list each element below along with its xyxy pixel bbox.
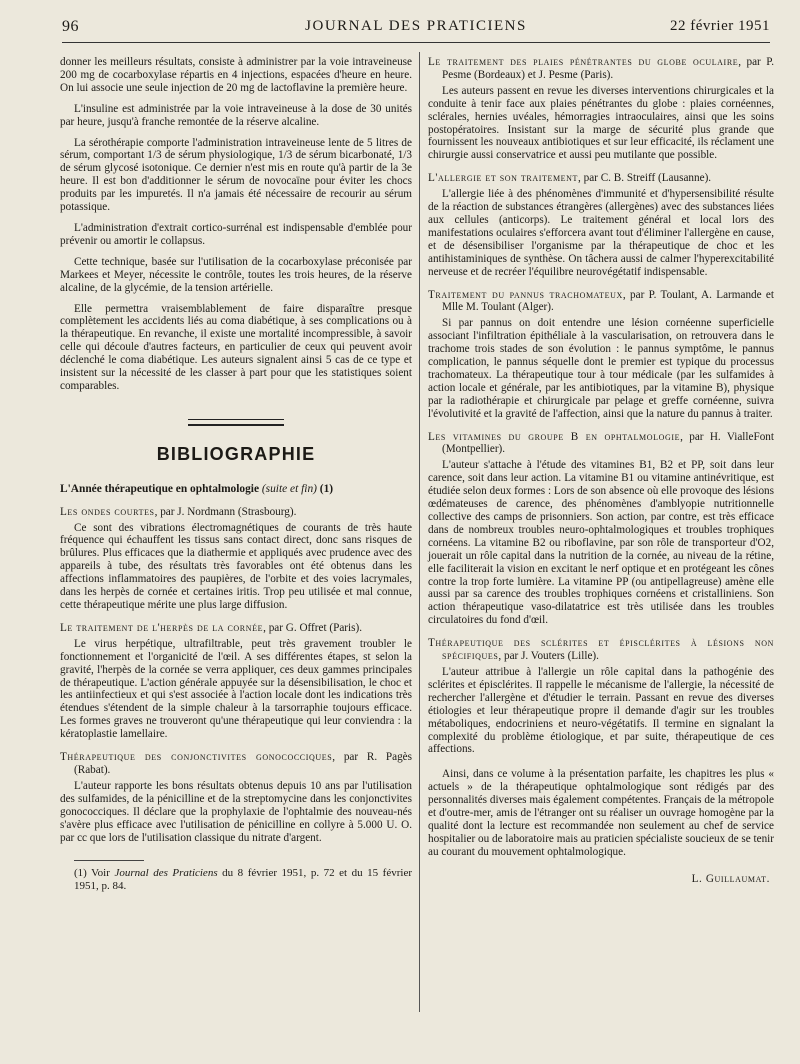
paragraph: L'auteur s'attache à l'étude des vitamines B1, B2 et PP, soit dans leur carence, soit dans leur action. La vitamine B1 ou vitamine antinévritique, est étudiée selon deux formes : Lors de son absence où elle provoque des lésions œdémateuses de carence, des phénomènes d'amblyopie nutritionnelle collective des camps de prisonniers. Son action, par contre, est très efficace dans de nombreux troubles neuro-ophtalmologiques et troubles trophiques cornéens. La vitamine B2 ou riboflavine, par son rôle de transporteur d'O2, jouerait un rôle capital dans la nutrition de la cornée, au niveau de la rétine, elle faciliterait la vision en excitant le nerf optique et en protégeant les cônes contre la trop forte lumière. La vitamine PP (ou antipellagreuse) amène elle aussi par sa carence des troubles trophiques cornéens et cristalliniens. Son action thérapeutique vaso-dilatatrice est très utilisée dans les troubles circulatoires du fond d'œil. bbox=[428, 459, 774, 627]
book-title-suffix: (suite et fin) bbox=[261, 482, 317, 495]
chapter-heading bbox=[428, 172, 774, 185]
chapter-author: , par J. Vouters (Lille). bbox=[498, 650, 599, 663]
paragraph: L'allergie liée à des phénomènes d'immunité et d'hypersensibilité résulte de la réaction de substances étrangères (allergènes) avec des substances liées aux cellules (anticorps). Le traitement général et local lors des manifestations oculaires s'efforcera avant tout d'éliminer l'allergène en cause, et de désensibiliser l'organisme par la thérapeutique de choc et les antihistaminiques de synthèse. On tâchera aussi de calmer l'hyperexcitabilité nerveuse et de recréer l'équilibre neurovégétatif indispensable. bbox=[428, 188, 774, 278]
paragraph: Cette technique, basée sur l'utilisation de la cocarboxylase préconisée par Markees et Meyer, nécessite le contrôle, toutes les trois heures, de la réserve alcaline, de la glycémie, de la tension artérielle. bbox=[60, 255, 412, 294]
section-separator bbox=[188, 419, 284, 426]
footnote-journal: Journal des Praticiens bbox=[114, 867, 218, 880]
review-signature: L. Guillaumat. bbox=[691, 872, 770, 885]
footnote bbox=[60, 867, 412, 893]
chapter-title: Le traitement des plaies pénétrantes du globe oculaire bbox=[428, 56, 739, 68]
chapter-author: , par G. Offret (Paris). bbox=[263, 621, 362, 634]
chapter-title: Traitement du pannus trachomateux bbox=[428, 288, 623, 301]
chapter-title: Le traitement de l'herpès de la cornée bbox=[60, 621, 264, 634]
chapter-heading bbox=[428, 431, 774, 457]
footnote-ref: (1) bbox=[319, 482, 334, 495]
paragraph: L'auteur rapporte les bons résultats obtenus depuis 10 ans par l'utilisation des sulfamides, de la pénicilline et de la streptomycine dans les conjonctivites gonococciques. Il déclare que la prophylaxie de l'ophtalmie des nouveau-nés s'avère plus efficace avec l'utilisation de pénicilline en collyre à 5.000 U. O. par cc que lors de l'utilisation classique du nitrate d'argent. bbox=[60, 779, 412, 844]
chapter-title: Les vitamines du groupe B en ophtalmologie bbox=[428, 430, 681, 443]
paragraph: Elle permettra vraisemblablement de faire disparaître presque complètement les accidents liés au coma diabétique, à ses complications ou à la thérapeutique. En revanche, il existe une mortalité incompressible, à savoir celle qui découle d'autres facteurs, en particulier de ceux qui peuvent avoir déclenché le coma diabétique. Les auteurs signalent ainsi 5 cas de ce type et insistent sur la nécessité de les classer à part pour que les statistiques soient comparables. bbox=[60, 302, 412, 392]
page-header bbox=[62, 18, 770, 38]
left-column bbox=[60, 56, 412, 893]
chapter-title: Thérapeutique des sclérites et épisclérites à lésions non spécifiques bbox=[428, 637, 774, 663]
chapter-author: , par J. Nordmann (Strasbourg). bbox=[154, 505, 297, 518]
paragraph: Le virus herpétique, ultrafiltrable, peut très gravement troubler le fonctionnement et l'organicité de l'œil. A ses différentes étapes, st selon la gravité, l'herpès de la cornée se verra appliquer, ces deux gammes principales de thérapeutique. L'action générale appuyée sur la désensibilisation, le choc et les antiinfectieux et qui s'est associée à l'action locale dont les indications très étendues s'étendent de la simple chaleur à la tarsorraphie toujours efficace. Les formes graves ne trouveront qu'une thérapeutique qui leur conviendra : la kératoplastie lamellaire. bbox=[60, 637, 412, 741]
paragraph: L'administration d'extrait cortico-surrénal est indispensable d'emblée pour prévenir ou amortir le collapsus. bbox=[60, 221, 412, 247]
chapter-author: , par P. Toulant, A. Larmande et Mlle M. Toulant (Alger). bbox=[442, 288, 774, 314]
page-number: 96 bbox=[62, 18, 79, 35]
book-title-text: L'Année thérapeutique en ophtalmologie bbox=[60, 482, 260, 495]
journal-title: JOURNAL DES PRATICIENS bbox=[305, 18, 527, 34]
paragraph: Si par pannus on doit entendre une lésion cornéenne superficielle associant l'infiltration épithéliale à la vascularisation, on retrouvera dans le trachome trois stades de son évolution : le pannus symptôme, le pannus complication, le pannus séquelle dont le premier est typique du processus trachomateux. La thérapeutique tour à tour médicale (par les sulfamides à action locale et générale, par les antibiotiques, par la vitamine B), physique par la radiothérapie et chirurgicale par pelage et greffe cornéenne, suivra l'évolutivité et la gravité de l'affection, ainsi que la nature du pannus à traiter. bbox=[428, 317, 774, 420]
chapter-heading bbox=[428, 289, 774, 315]
chapter-title: Thérapeutique des conjonctivites gonococciques bbox=[60, 751, 333, 764]
chapter-author: , par H. VialleFont (Montpellier). bbox=[442, 430, 774, 456]
chapter-title: Les ondes courtes bbox=[60, 505, 155, 518]
paragraph: donner les meilleurs résultats, consiste à administrer par la voie intraveineuse 200 mg de cocarboxylase répartis en 4 injections, espacées d'heure en heure. On lui associe une seule injection de 20 mg de lactoflavine la première heure. bbox=[60, 56, 412, 94]
chapter-title: L'allergie et son traitement bbox=[428, 172, 579, 185]
chapter-author: , par P. Pesme (Bordeaux) et J. Pesme (Paris). bbox=[442, 56, 775, 81]
issue-date: 22 février 1951 bbox=[670, 18, 770, 34]
paragraph: La sérothérapie comporte l'administration intraveineuse lente de 5 litres de sérum, comportant 1/3 de sérum physiologique, 1/3 de sérum bicarbonaté, 1/3 de sérum glycosé isotonique. Ce dernier n'est mis en route qu'à partir de la 3e heure. Il est bon d'additionner le sérum de novocaïne pour éviter les chocs produits par les impuretés. Il n'a jamais été nécessaire de recourir au sérum potassique. bbox=[60, 136, 412, 214]
chapter-heading bbox=[60, 751, 412, 777]
chapter-heading bbox=[60, 622, 412, 635]
paragraph: L'insuline est administrée par la voie intraveineuse à la dose de 30 unités par heure, jusqu'à franche remontée de la réserve alcaline. bbox=[60, 102, 412, 128]
right-column bbox=[428, 56, 774, 897]
column-divider bbox=[419, 52, 420, 1012]
chapter-heading bbox=[428, 637, 774, 663]
bibliography-heading: BIBLIOGRAPHIE bbox=[156, 443, 316, 464]
footnote-rule bbox=[74, 860, 144, 861]
paragraph: Ainsi, dans ce volume à la présentation parfaite, les chapitres les plus « actuels » de la thérapeutique ophtalmologique sont rédigés par des personnalités diverses mais également compétentes. Français de la métropole et d'outre-mer, amis de l'étranger ont su réaliser un ouvrage homogène par la qualité dont la lecture est recommandée non seulement au chef de service hospitalier ou de laboratoire mais au praticien spécialiste soucieux de se tenir au courant du mouvement ophtalmologique. bbox=[428, 768, 774, 858]
paragraph: Les auteurs passent en revue les diverses interventions chirurgicales et la conduite à tenir face aux plaies pénétrantes du globe : plaies cornéennes, sclérales, hernies uvéales, hémorragies intraoculaires, ainsi que les soins postopératoires. Insistant sur la marge de sécurité plus grande que fournissent les nouveaux antibiotiques et sur leur efficacité, ils réclament une chirurgie aussi conservatrice et aussi peu mutilante que possible. bbox=[428, 84, 774, 162]
book-title bbox=[60, 483, 412, 496]
chapter-heading bbox=[60, 506, 412, 519]
footnote-text-b: du 8 février 1951, p. 72 et du 15 février 1951, p. 84. bbox=[74, 867, 412, 893]
chapter-author: , par C. B. Streiff (Lausanne). bbox=[578, 172, 712, 185]
header-rule bbox=[62, 42, 770, 43]
paragraph: Ce sont des vibrations électromagnétiques de courants de très haute fréquence qui échauffent les tissus sans contact direct, donc sans risques de brûlures. Plus efficaces que la diathermie et appliqués avec prudence avec des appareils à tube, des résultats très favorables ont été obtenus dans les affections inflammatoires des paupières, de l'orbite et des voies lacrymales, dans les herpès de cornée et certaines iritis. Trop peu utilisée et mal connue, cette thérapeutique mérite une plus large diffusion. bbox=[60, 521, 412, 611]
chapter-heading bbox=[428, 56, 774, 82]
paragraph: L'auteur attribue à l'allergie un rôle capital dans la pathogénie des sclérites et épisclérites. Il rappelle le mécanisme de l'allergie, la nécessité de rechercher l'allergène et d'étudier le terrain. Passant en revue des diverses étiologies et leur thérapeutique propre il demande d'agir sur les troubles métaboliques, endocriniens et neuro-végétatifs. Il termine en signalant la complexité du problème étiologique, et par suite, thérapeutique de ces affections. bbox=[428, 665, 774, 756]
footnote-text-a: (1) Voir bbox=[74, 867, 115, 880]
chapter-author: , par R. Pagès (Rabat). bbox=[74, 751, 412, 776]
